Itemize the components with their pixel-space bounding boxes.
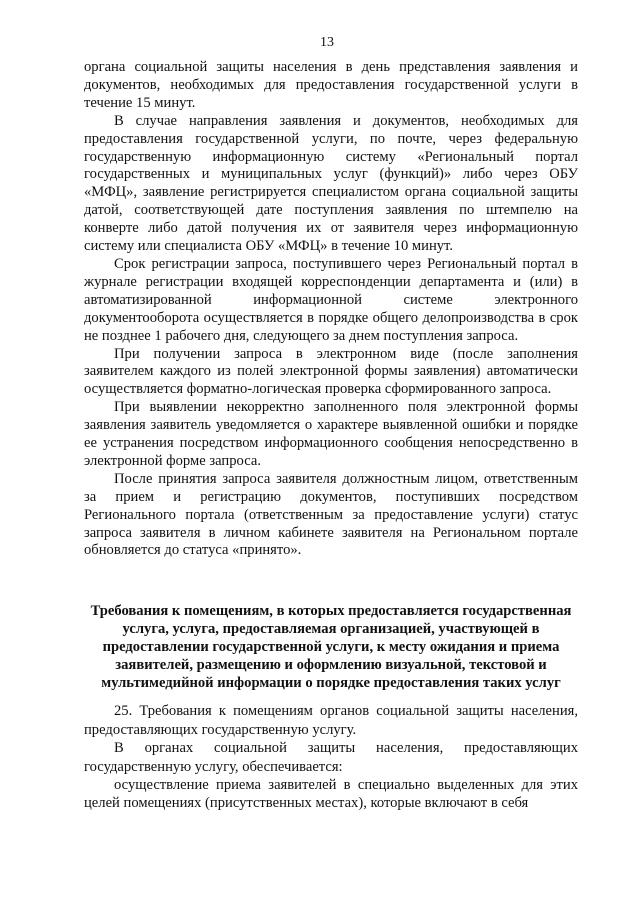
paragraph-4: При получении запроса в электронном виде (после заполнения заявителем каждого из полей электронной формы заявления) автоматически осуществляется форматно-логическая проверка сформированного запроса. (84, 345, 578, 398)
section-body (84, 702, 578, 812)
paragraph-6: После принятия запроса заявителя должностным лицом, ответственным за прием и регистрацию документов, поступивших посредством Регионального портала (ответственным за предоставление услуги) статус запроса заявителя в личном кабинете заявителя на Региональном портале обновляется до статуса «принято». (84, 470, 578, 559)
body-text (84, 59, 578, 560)
page-number: 13 (320, 35, 334, 50)
section-paragraph-1: 25. Требования к помещениям органов социальной защиты населения, предоставляющих государственную услугу. (84, 703, 578, 738)
paragraph-2: В случае направления заявления и документов, необходимых для предоставления государственной услуги, по почте, через федеральную государственную информационную систему «Региональный портал государственных и муниципальных услуг (функций)» либо через ОБУ «МФЦ», заявление регистрируется специалистом органа социальной защиты датой, соответствующей дате поступления заявления по штемпелю на конверте либо датой получения их от заявителя через информационную систему или специалиста ОБУ «МФЦ» в течение 10 минут. (84, 112, 578, 255)
section-heading: Требования к помещениям, в которых предоставляется государственная услуга, услуга, предоставляемая организацией, участвующей в предоставлении государственной услуги, к месту ожидания и приема заявителей, размещению и оформлению визуальной, текстовой и мультимедийной информации о порядке предоставления таких услуг (90, 603, 572, 692)
paragraph-5: При выявлении некорректно заполненного поля электронной формы заявления заявитель уведомляется о характере выявленной ошибки и порядке ее устранения посредством информационного сообщения непосредственно в электронной форме запроса. (84, 399, 578, 469)
document-page (84, 34, 578, 813)
paragraph-1: органа социальной защиты населения в день представления заявления и документов, необходимых для предоставления государственной услуги в течение 15 минут. (84, 59, 578, 111)
paragraph-3: Срок регистрации запроса, поступившего через Региональный портал в журнале регистрации входящей корреспонденции департамента и (или) в автоматизированной информационной системе электронного документооборота осуществляется в порядке общего делопроизводства в срок не позднее 1 рабочего дня, следующего за днем поступления запроса. (84, 255, 578, 344)
section-paragraph-2: В органах социальной защиты населения, предоставляющих государственную услугу, обеспечивается: (84, 740, 578, 775)
section-paragraph-3: осуществление приема заявителей в специально выделенных для этих целей помещениях (присутственных местах), которые включают в себя (84, 777, 578, 812)
